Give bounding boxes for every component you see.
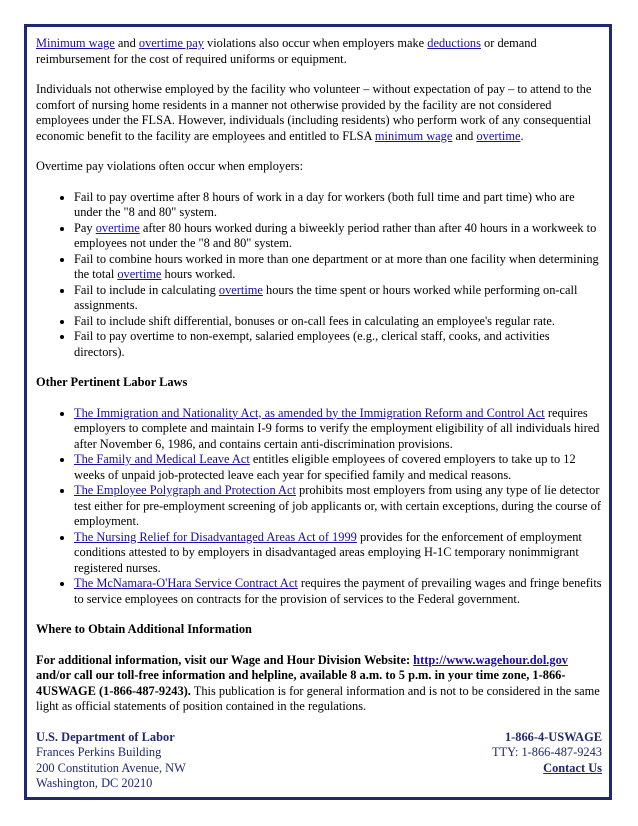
- link-overtime-pay[interactable]: overtime pay: [138, 36, 204, 50]
- link-minimum-wage[interactable]: Minimum wage: [36, 36, 115, 50]
- list-item: • Fail to pay overtime after 8 hours of work in a day for workers (both full time and part time) who are under the "8 and 80" system.: [74, 190, 602, 221]
- link-overtime[interactable]: overtime: [95, 220, 140, 235]
- list-item: • The McNamara-O'Hara Service Contract Act requires the payment of prevailing wages and fringe benefits to service employees on contracts for the provision of services to the Federal government.: [74, 576, 602, 607]
- list-item: • Fail to combine hours worked in more than one department or at more than one facility when determining the total overtime hours worked.: [74, 252, 602, 283]
- link-immigration-act[interactable]: The Immigration and Nationality Act, as amended by the Immigration Reform and Control Act: [74, 405, 545, 420]
- footer-address: [36, 730, 186, 792]
- link-wagehour-website[interactable]: http://www.wagehour.dol.gov: [413, 652, 568, 667]
- footer-contact: [492, 730, 602, 777]
- list-item: • Pay overtime after 80 hours worked during a biweekly period rather than after 40 hours in a workweek to employees not under the "8 and 80" system.: [74, 221, 602, 252]
- labor-laws-list: [36, 406, 602, 608]
- link-overtime[interactable]: overtime: [218, 282, 263, 297]
- link-minimum-wage-2[interactable]: minimum wage: [374, 128, 453, 143]
- contact-us-link[interactable]: Contact Us: [543, 760, 602, 775]
- list-item: • Fail to include in calculating overtime hours the time spent or hours worked while performing on-call assignments.: [74, 283, 602, 314]
- list-item: • Fail to include shift differential, bonuses or on-call fees in calculating an employee's regular rate.: [74, 314, 602, 330]
- department-name: U.S. Department of Labor: [36, 729, 175, 744]
- list-item: • The Employee Polygraph and Protection Act prohibits most employers from using any type of lie detector test either for pre-employment screening of job applicants or, with certain exceptions, during the course of employment.: [74, 483, 602, 530]
- list-item: • The Family and Medical Leave Act entitles eligible employees of covered employers to take up to 12 weeks of unpaid job-protected leave each year for specified family and medical reasons.: [74, 452, 602, 483]
- paragraph-overtime-intro: Overtime pay violations often occur when employers:: [36, 159, 304, 173]
- link-fmla[interactable]: The Family and Medical Leave Act: [74, 452, 250, 466]
- overtime-violations-list: [36, 190, 602, 361]
- link-service-contract-act[interactable]: The McNamara-O'Hara Service Contract Act: [74, 576, 298, 590]
- paragraph-deductions: Minimum wage and overtime pay violations also occur when employers make deductions or demand reimbursement for the cost of required uniforms or equipment.: [36, 36, 537, 66]
- link-overtime-2[interactable]: overtime: [476, 128, 521, 143]
- paragraph-volunteers: Individuals not otherwise employed by the facility who volunteer – without expectation of pay – to attend to the comfort of nursing home residents in a manner not otherwise provided by the facility are not considered employees under the FLSA. However, individuals (including residents) who perform work of any consequential economic benefit to the facility are employees and entitled to FLSA minimum wage and overtime.: [36, 82, 592, 143]
- document-body: [36, 36, 602, 792]
- list-item: • The Nursing Relief for Disadvantaged Areas Act of 1999 provides for the enforcement of employment conditions attested to by employers in disadvantaged areas employing H-1C temporary nonimmigrant registered nurses.: [74, 530, 602, 577]
- link-nursing-relief-act[interactable]: The Nursing Relief for Disadvantaged Areas Act of 1999: [74, 529, 357, 544]
- tty-number: TTY: 1-866-487-9243: [491, 745, 602, 759]
- link-overtime[interactable]: overtime: [117, 267, 162, 281]
- link-polygraph-act[interactable]: The Employee Polygraph and Protection Act: [74, 483, 296, 497]
- list-item: • Fail to pay overtime to non-exempt, salaried employees (e.g., clerical staff, cooks, and activities directors).: [74, 329, 602, 360]
- heading-additional-info: Where to Obtain Additional Information: [36, 622, 252, 636]
- phone-number: 1-866-4-USWAGE: [504, 729, 602, 744]
- building-name: Frances Perkins Building: [36, 745, 162, 759]
- link-deductions[interactable]: deductions: [427, 36, 481, 50]
- list-item: • The Immigration and Nationality Act, as amended by the Immigration Reform and Control Act requires employers to complete and maintain I-9 forms to verify the employment eligibility of all individuals hired after November 6, 1986, and contains certain anti-discrimination provisions.: [74, 406, 602, 453]
- paragraph-additional-info: For additional information, visit our Wage and Hour Division Website: http://www.wagehour.dol.gov and/or call our toll-free information and helpline, available 8 a.m. to 5 p.m. in your time zone, 1-866-4USWAGE (1-866-487-9243). This publication is for general information and is not to be considered in the same light as official statements of position contained in the regulations.: [36, 652, 600, 713]
- street-address: 200 Constitution Avenue, NW: [36, 760, 186, 775]
- city-address: Washington, DC 20210: [36, 776, 153, 790]
- footer: [36, 730, 602, 792]
- heading-other-labor-laws: Other Pertinent Labor Laws: [36, 375, 188, 389]
